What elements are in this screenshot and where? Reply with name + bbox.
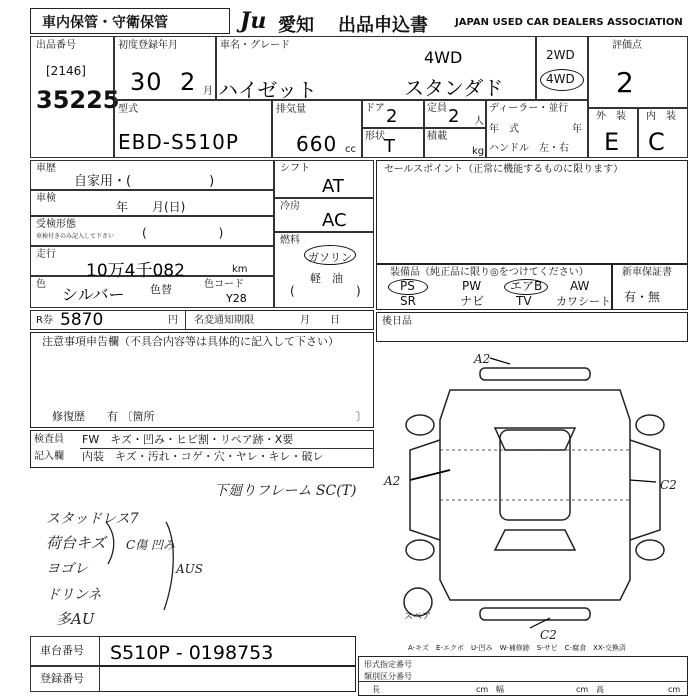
shift-label: シフト: [280, 163, 310, 174]
score-label: 評価点: [612, 40, 642, 51]
ac-value: AC: [322, 210, 347, 231]
fuel-gas: ガソリン: [308, 251, 352, 264]
car-diagram: [380, 350, 690, 640]
fw-row-divider: [80, 448, 374, 449]
seats-value: 2: [448, 106, 460, 127]
class-no-label: 類別区分番号: [364, 672, 412, 681]
equip-sr: SR: [400, 294, 416, 308]
color-value: シルバー: [62, 285, 125, 304]
storage-title: 車内保管・守衛保管: [42, 15, 168, 31]
ju-logo: Ju: [240, 8, 267, 34]
fuel-bracket-right: ): [356, 284, 361, 298]
bracket-note: C傷 凹み: [126, 538, 175, 552]
displacement-value: 660: [296, 132, 338, 156]
exterior-score: E: [604, 128, 620, 156]
length-label: 長: [372, 685, 380, 694]
diag-a2-top: A2: [474, 352, 491, 366]
width-unit: cm: [576, 685, 589, 694]
mileage-unit: km: [232, 264, 248, 275]
recycle-value: 5870: [60, 310, 104, 330]
history-label: 車歴: [36, 163, 56, 174]
height-unit: cm: [668, 685, 681, 694]
color-code-label: 色コード: [204, 279, 244, 290]
equip-ps: PS: [400, 279, 415, 293]
note-line-4: ドリンネ: [46, 587, 102, 603]
lot-number: 35225: [36, 86, 120, 114]
inspector-label: 検査員: [34, 434, 64, 445]
form-title: 出品申込書: [338, 15, 428, 36]
equip-pw: PW: [462, 279, 482, 293]
year-label: 年 式: [489, 124, 519, 135]
height-label: 高: [596, 685, 604, 694]
fuel-label: 燃料: [280, 235, 300, 246]
interior-score: C: [648, 128, 665, 156]
chassis-number: S510P - 0198753: [110, 642, 274, 664]
equip-navi: ナビ: [460, 294, 485, 308]
drive-opt-2wd: 2WD: [546, 48, 575, 62]
width-label: 幅: [496, 685, 504, 694]
seats-label: 定員: [427, 103, 447, 114]
warranty-label: 新車保証書: [622, 267, 672, 278]
mileage-value: 10万4千082: [86, 261, 185, 281]
doors-label: ドア: [365, 103, 385, 114]
note-line-3: ヨゴレ: [46, 561, 88, 577]
lot-label: 出品番号: [36, 40, 76, 51]
displacement-unit: cc: [345, 144, 356, 155]
rear-items-box: [376, 312, 688, 342]
note-line-5: 多AU: [56, 610, 95, 628]
year-unit: 年: [572, 124, 582, 135]
interior-label: 内 装: [646, 111, 676, 122]
form-label: 受検形態: [36, 219, 76, 230]
shift-value: AT: [322, 176, 344, 197]
bracket-mark: [100, 520, 180, 620]
exterior-label: 外 装: [596, 111, 626, 122]
color-label: 色: [36, 279, 46, 290]
note-line-2: 荷台キズ: [46, 534, 106, 552]
equipment-label: 装備品（純正品に限り◎をつけてください）: [390, 267, 589, 278]
vehicle-name: ハイゼット: [218, 78, 317, 102]
aus-note: AUS: [176, 562, 203, 576]
inspection-label: 車検: [36, 193, 56, 204]
diag-c2-right: C2: [660, 478, 677, 492]
fuel-bracket-left: (: [290, 284, 295, 298]
spec-divider: [358, 681, 688, 682]
damage-legend: A-キズ E-エクボ U-凹み W-補修跡 S-サビ C-腐食 XX-交換済: [408, 644, 626, 652]
repair-end: 〕: [356, 410, 367, 423]
recycle-cell: [30, 310, 186, 330]
load-label: 積載: [427, 131, 447, 142]
form-no-label: 形式指定番号: [364, 660, 412, 669]
model-label: 型式: [118, 104, 138, 115]
color-code-value: Y28: [226, 292, 247, 305]
fuel-diesel: 軽 油: [310, 272, 343, 285]
entry-label: 記入欄: [34, 451, 64, 462]
recycle-unit: 円: [168, 315, 178, 326]
reg-no-label: 登録番号: [40, 672, 84, 685]
load-unit: kg: [472, 146, 485, 157]
diag-a2-left: A2: [384, 474, 401, 488]
shape-value: T: [384, 136, 395, 157]
sales-point-box: [376, 160, 688, 264]
caution-label: 注意事項申告欄（不具合内容等は具体的に記入して下さい）: [42, 335, 339, 348]
history-value: 自家用・( ): [74, 174, 215, 189]
chassis-label: 車台番号: [40, 644, 84, 657]
seats-unit: 人: [474, 116, 484, 127]
interior-row: 内装 キズ・汚れ・コゲ・穴・ヤレ・キレ・破レ: [82, 450, 324, 463]
frame-note: 下廻りフレーム SC(T): [214, 483, 357, 499]
grade-name: スタンダド: [404, 76, 504, 100]
note-line-1: スタッドレス7: [46, 511, 139, 527]
equip-airbag: エアB: [510, 279, 543, 293]
warranty-value: 有・無: [624, 290, 661, 304]
score-value: 2: [616, 66, 634, 99]
fw-row: FW キズ・凹み・ヒビ割・リペア跡・X要: [82, 433, 294, 446]
sales-point-label: セールスポイント（正常に機能するものに限ります）: [384, 164, 624, 175]
shape-label: 形状: [365, 131, 385, 142]
displacement-label: 排気量: [276, 104, 306, 115]
form-value: ( ): [142, 226, 224, 240]
reg-label: 初度登録年月: [118, 40, 178, 51]
doors-value: 2: [386, 106, 398, 127]
drive-opt-4wd: 4WD: [546, 72, 575, 86]
spare-label: スペア: [404, 612, 432, 622]
color-change-label: 色替: [150, 283, 172, 296]
org-english: JAPAN USED CAR DEALERS ASSOCIATION: [455, 17, 683, 28]
diag-c2-bottom: C2: [540, 628, 557, 642]
name-change-value: 月 日: [300, 315, 340, 326]
recycle-label: R券: [36, 315, 53, 326]
dealer-label: ディーラー・並行: [489, 103, 569, 114]
name-change-label: 名変通知期限: [194, 315, 254, 326]
equip-aw: AW: [570, 279, 590, 293]
model-value: EBD-S510P: [118, 130, 239, 154]
lot-sub: [2146]: [46, 64, 86, 78]
drive-note: 4WD: [424, 48, 463, 67]
reg-month: 2: [180, 68, 197, 96]
repair-label: 修復歴 有 〔箇所: [52, 410, 155, 423]
reg-month-unit: 月: [203, 86, 213, 97]
length-unit: cm: [476, 685, 489, 694]
mileage-label: 走行: [36, 249, 56, 260]
equip-leather: カワシート: [556, 295, 611, 308]
form-sub: 車検付きのみ記入して下さい: [36, 233, 115, 240]
rear-items-label: 後日品: [382, 316, 412, 327]
equip-tv: TV: [516, 294, 532, 308]
reg-year: 30: [130, 68, 163, 96]
ac-label: 冷房: [280, 201, 300, 212]
inspection-value: 年 月(日): [116, 200, 186, 214]
name-label: 車名・グレード: [220, 40, 290, 51]
org-name: 愛知: [278, 15, 314, 36]
handle-label: ハンドル 左・右: [489, 143, 569, 154]
